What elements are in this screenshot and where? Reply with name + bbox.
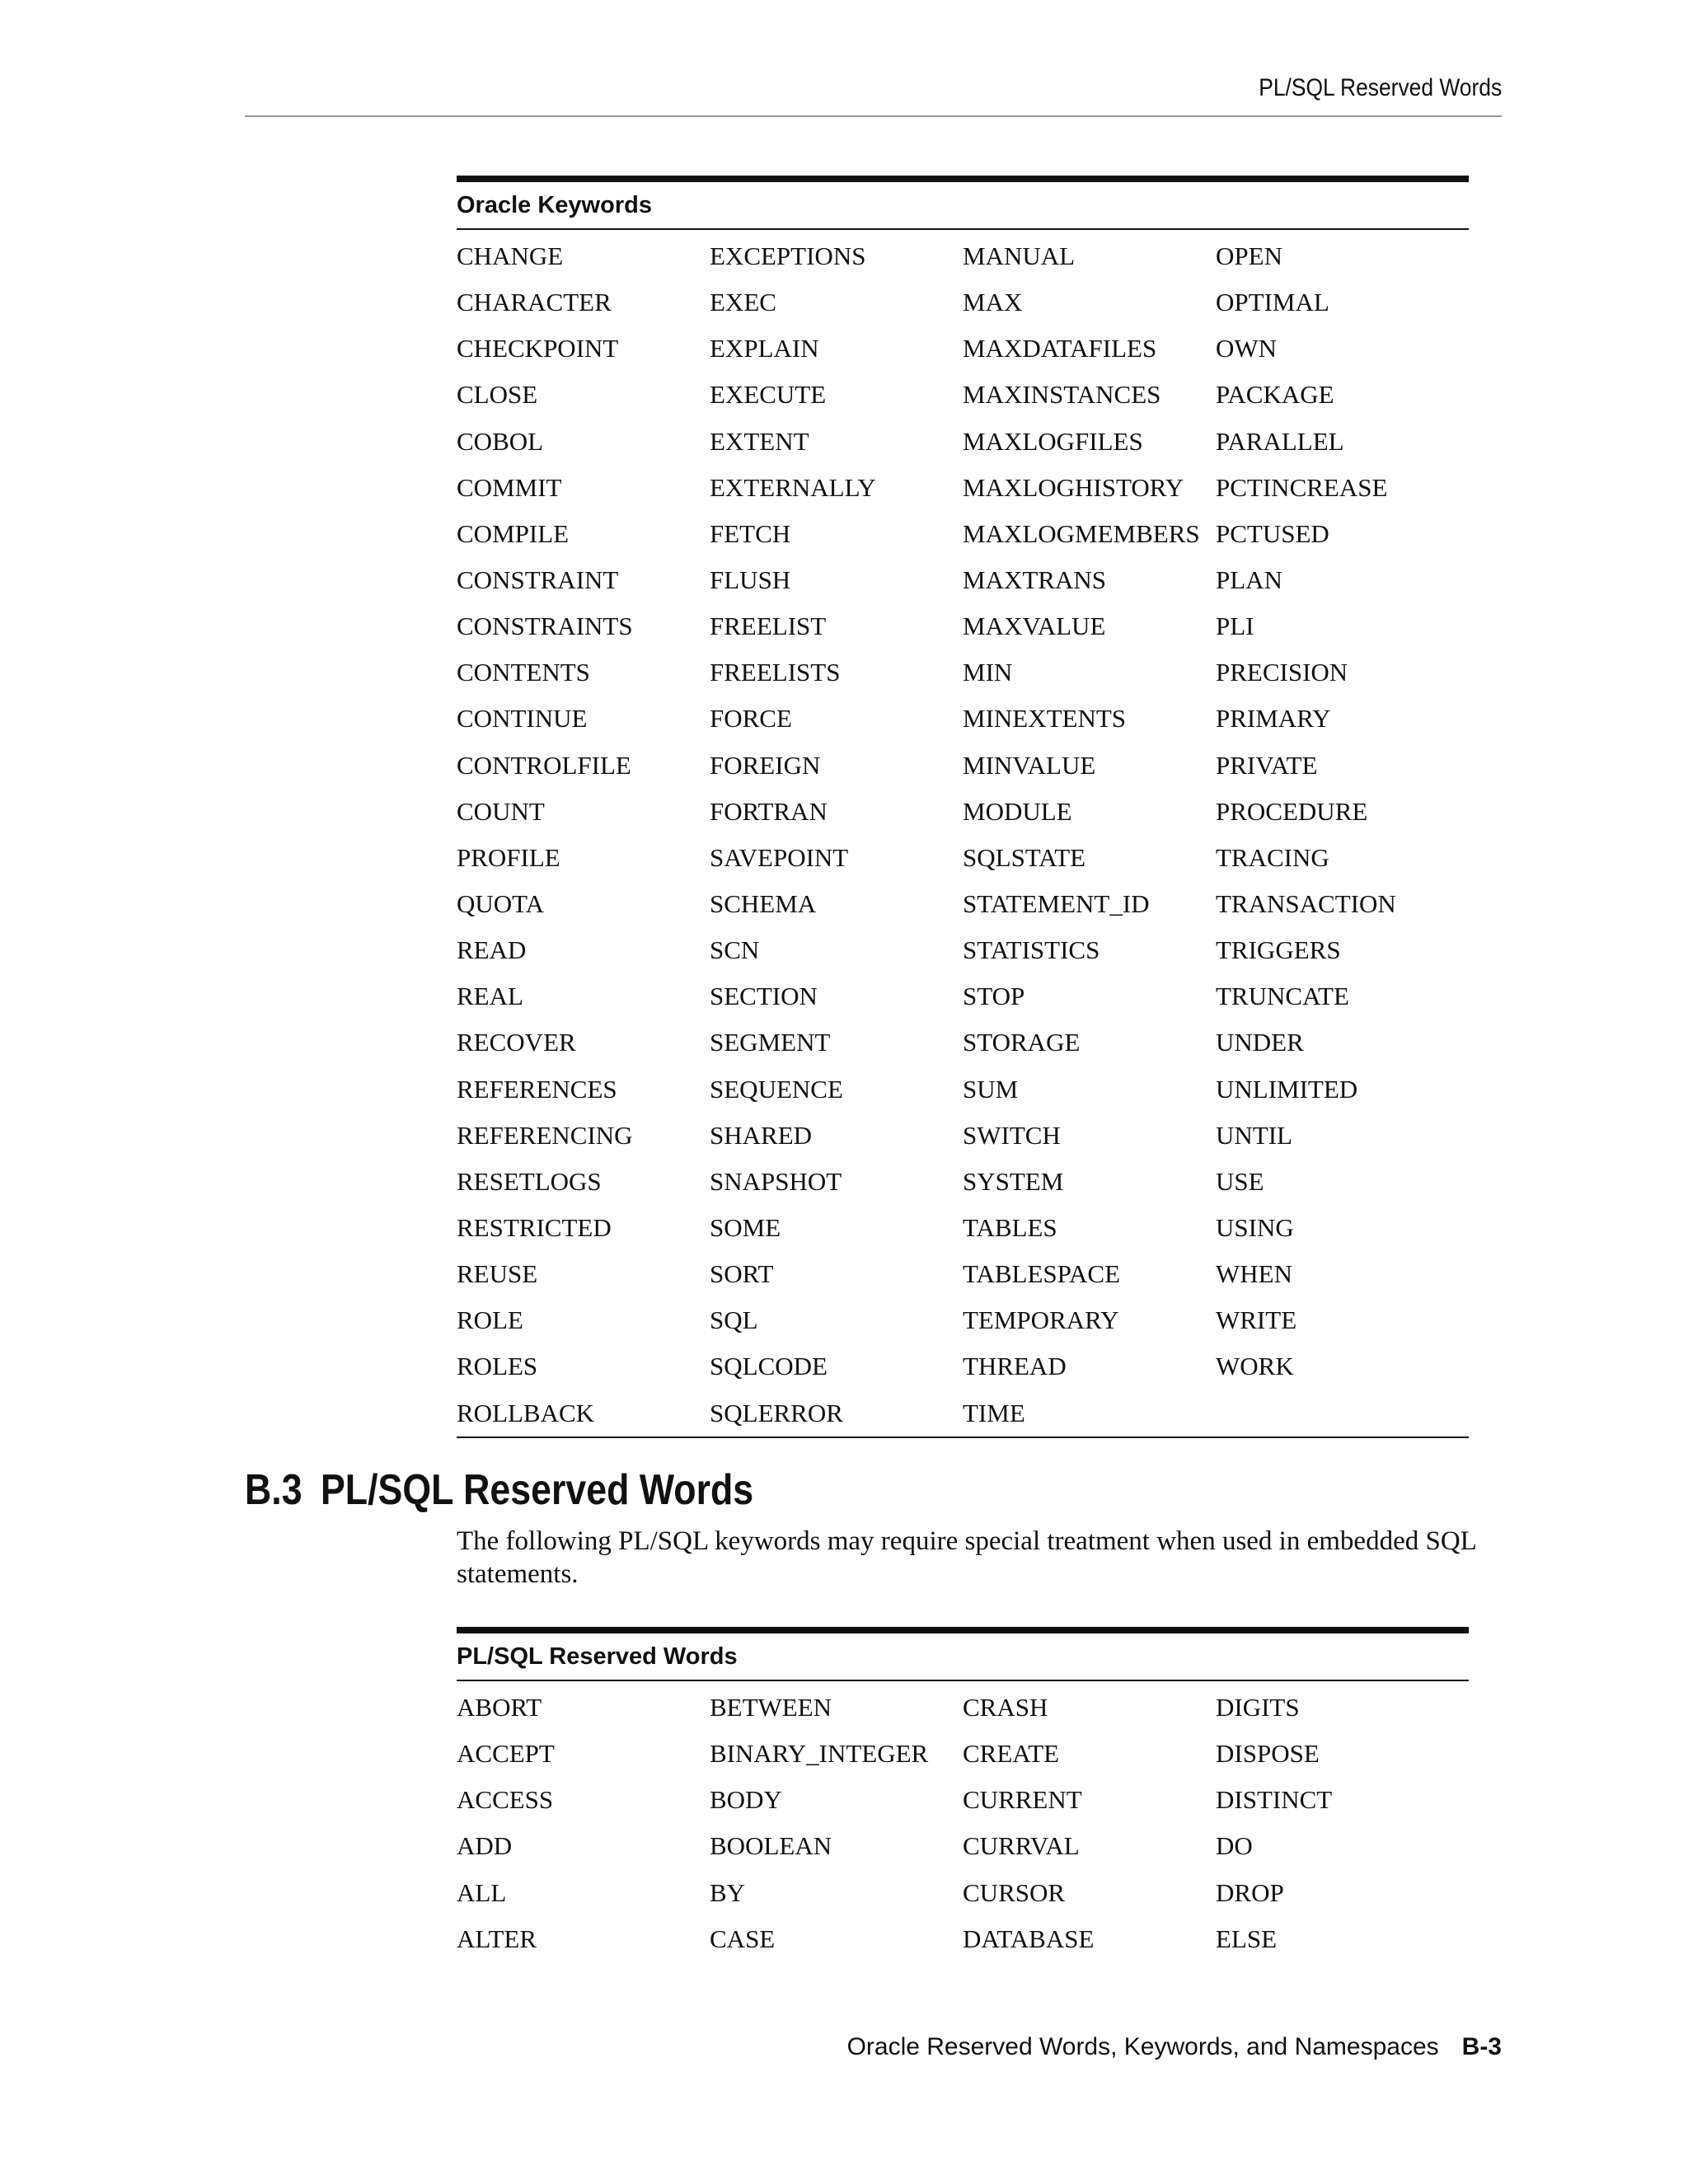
table-row [457,973,1469,1019]
keyword-cell: CHECKPOINT [457,334,619,363]
keyword-cell: MAXLOGFILES [963,426,1143,456]
keyword-cell: PCTUSED [1216,518,1329,548]
keyword-cell: SECTION [710,982,818,1011]
keyword-cell: TRUNCATE [1216,982,1349,1011]
table-row [457,1066,1469,1113]
table-row [457,1297,1469,1343]
keyword-cell: SYSTEM [963,1166,1064,1196]
keyword-cell: MAXVALUE [963,612,1106,641]
keyword-cell: EXCEPTIONS [710,241,866,271]
keyword-cell: RECOVER [457,1028,576,1057]
keyword-cell: MIN [963,658,1013,687]
keyword-cell: CURRENT [963,1785,1082,1815]
table-row [457,789,1469,835]
keyword-cell: CONTROLFILE [457,750,631,780]
table-row [457,557,1469,603]
table-row [457,419,1469,465]
table-row [457,835,1469,881]
keyword-cell: ROLLBACK [457,1398,595,1427]
keyword-cell: OWN [1216,334,1278,363]
keyword-cell: PROFILE [457,842,560,872]
keyword-cell: USING [1216,1213,1294,1243]
keyword-cell: THREAD [963,1352,1067,1381]
keyword-cell: REAL [457,982,523,1011]
keyword-cell: ACCESS [457,1785,554,1815]
keyword-cell: MINEXTENTS [963,704,1127,733]
table-row [457,372,1469,418]
keyword-cell: DISPOSE [1216,1739,1320,1769]
keyword-cell: RESETLOGS [457,1166,602,1196]
keyword-cell: DATABASE [963,1924,1095,1953]
plsql-reserved-table [457,1627,1469,1962]
keyword-cell: SQLCODE [710,1352,828,1381]
keyword-cell: ADD [457,1831,513,1861]
keyword-cell: MAXTRANS [963,565,1106,595]
keyword-cell: CONTINUE [457,704,588,733]
keyword-cell: REFERENCES [457,1074,617,1104]
keyword-cell: PRIMARY [1216,704,1331,733]
keyword-cell: BOOLEAN [710,1831,832,1861]
keyword-cell: ALTER [457,1924,537,1953]
keyword-cell: FORTRAN [710,796,828,826]
table-title: Oracle Keywords [457,182,1469,230]
keyword-cell: STORAGE [963,1028,1081,1057]
keyword-cell: ACCEPT [457,1739,555,1769]
table-row [457,1390,1469,1436]
keyword-cell: CURSOR [963,1877,1066,1907]
page-number: B-3 [1461,2033,1502,2060]
table-row [457,233,1469,279]
running-header [245,73,1502,117]
keyword-cell: PCTINCREASE [1216,472,1388,502]
keyword-cell: CONTENTS [457,658,590,687]
section-intro: The following PL/SQL keywords may require special treatment when used in embedded SQL statements. [457,1526,1476,1589]
section-heading [245,1465,753,1515]
keyword-cell: PRECISION [1216,658,1348,687]
page-footer [847,2033,1502,2061]
keyword-cell: FREELISTS [710,658,841,687]
keyword-cell: PACKAGE [1216,380,1334,410]
keyword-cell: PRIVATE [1216,750,1318,780]
keyword-cell: SQLERROR [710,1398,843,1427]
keyword-cell: TABLESPACE [963,1259,1121,1289]
keyword-cell: SEGMENT [710,1028,831,1057]
keyword-cell: MAX [963,288,1023,317]
keyword-cell: TRANSACTION [1216,889,1396,919]
table-row [457,696,1469,742]
keyword-cell: CHARACTER [457,288,612,317]
keyword-cell: OPTIMAL [1216,288,1329,317]
keyword-cell: CHANGE [457,241,564,271]
keyword-cell: CLOSE [457,380,538,410]
keyword-cell: SHARED [710,1120,813,1150]
keyword-cell: FOREIGN [710,750,821,780]
keyword-cell: EXTERNALLY [710,472,876,502]
table-row [457,1731,1469,1777]
keyword-cell: RESTRICTED [457,1213,612,1243]
keyword-cell: CURRVAL [963,1831,1080,1861]
table-row [457,603,1469,649]
keyword-cell: ROLE [457,1305,523,1335]
keyword-cell: COUNT [457,796,545,826]
table-row [457,743,1469,789]
keyword-cell: EXPLAIN [710,334,819,363]
keyword-cell: SNAPSHOT [710,1166,842,1196]
table-row [457,1205,1469,1251]
keyword-cell: UNTIL [1216,1120,1292,1150]
keyword-cell: SQLSTATE [963,842,1086,872]
keyword-cell: SQL [710,1305,758,1335]
keyword-cell: SWITCH [963,1120,1061,1150]
keyword-cell: SOME [710,1213,781,1243]
keyword-cell: TEMPORARY [963,1305,1119,1335]
keyword-cell: TABLES [963,1213,1057,1243]
keyword-cell: TRACING [1216,842,1329,872]
keyword-cell: OPEN [1216,241,1282,271]
keyword-cell: EXEC [710,288,776,317]
table-row [457,1870,1469,1916]
table-row [457,1113,1469,1159]
table-row [457,927,1469,973]
table-row [457,1343,1469,1390]
keyword-cell: MAXDATAFILES [963,334,1157,363]
keyword-cell: CONSTRAINTS [457,612,633,641]
table-row [457,881,1469,927]
table-row [457,1159,1469,1205]
keyword-cell: ALL [457,1877,507,1907]
keyword-cell: COMPILE [457,518,570,548]
keyword-cell: USE [1216,1166,1264,1196]
table-row [457,326,1469,372]
keyword-cell: SAVEPOINT [710,842,849,872]
keyword-cell: DO [1216,1831,1253,1861]
keyword-cell: CONSTRAINT [457,565,619,595]
section-number: B.3 [245,1466,302,1514]
table-row [457,1251,1469,1297]
keyword-cell: ROLES [457,1352,538,1381]
keyword-cell: BINARY_INTEGER [710,1739,929,1769]
keyword-cell: MANUAL [963,241,1076,271]
keyword-cell: COMMIT [457,472,562,502]
keyword-cell: DISTINCT [1216,1785,1333,1815]
table-row [457,1777,1469,1823]
keyword-cell: FETCH [710,518,791,548]
keyword-cell: WHEN [1216,1259,1292,1289]
running-header-title: PL/SQL Reserved Words [1259,74,1502,101]
keyword-cell: SCN [710,935,760,965]
keyword-cell: STATISTICS [963,935,1100,965]
keyword-cell: UNDER [1216,1028,1304,1057]
section-title: PL/SQL Reserved Words [320,1466,754,1514]
table-body [457,1681,1469,1962]
table-row [457,1916,1469,1962]
keyword-cell: EXECUTE [710,380,827,410]
keyword-cell: UNLIMITED [1216,1074,1358,1104]
keyword-cell: STOP [963,982,1025,1011]
keyword-cell: FORCE [710,704,792,733]
table-row [457,465,1469,511]
table-row [457,1019,1469,1066]
keyword-cell: PARALLEL [1216,426,1344,456]
keyword-cell: ABORT [457,1693,542,1722]
keyword-cell: DROP [1216,1877,1284,1907]
keyword-cell: SCHEMA [710,889,817,919]
keyword-cell: STATEMENT_ID [963,889,1150,919]
keyword-cell: PLI [1216,612,1254,641]
keyword-cell: PROCEDURE [1216,796,1368,826]
keyword-cell: MAXLOGHISTORY [963,472,1184,502]
table-title: PL/SQL Reserved Words [457,1633,1469,1681]
keyword-cell: COBOL [457,426,544,456]
keyword-cell: TRIGGERS [1216,935,1341,965]
keyword-cell: FLUSH [710,565,791,595]
oracle-keywords-table [457,176,1469,1438]
keyword-cell: SUM [963,1074,1019,1104]
table-row [457,511,1469,557]
table-row [457,1685,1469,1731]
table-row [457,279,1469,326]
keyword-cell: SORT [710,1259,774,1289]
keyword-cell: MODULE [963,796,1072,826]
keyword-cell: MAXINSTANCES [963,380,1161,410]
keyword-cell: SEQUENCE [710,1074,843,1104]
keyword-cell: TIME [963,1398,1025,1427]
keyword-cell: CRASH [963,1693,1048,1722]
footer-chapter-title: Oracle Reserved Words, Keywords, and Namespaces [846,2033,1439,2060]
keyword-cell: PLAN [1216,565,1282,595]
keyword-cell: REUSE [457,1259,538,1289]
keyword-cell: FREELIST [710,612,827,641]
keyword-cell: DIGITS [1216,1693,1300,1722]
keyword-cell: REFERENCING [457,1120,633,1150]
keyword-cell: CASE [710,1924,776,1953]
keyword-cell: QUOTA [457,889,545,919]
table-body [457,230,1469,1436]
keyword-cell: ELSE [1216,1924,1278,1953]
keyword-cell: WORK [1216,1352,1294,1381]
keyword-cell: BY [710,1877,746,1907]
keyword-cell: WRITE [1216,1305,1297,1335]
keyword-cell: READ [457,935,527,965]
keyword-cell: BETWEEN [710,1693,832,1722]
keyword-cell: BODY [710,1785,782,1815]
keyword-cell: MAXLOGMEMBERS [963,518,1200,548]
keyword-cell: MINVALUE [963,750,1096,780]
keyword-cell: EXTENT [710,426,809,456]
keyword-cell: CREATE [963,1739,1060,1769]
table-row [457,649,1469,696]
table-row [457,1823,1469,1869]
